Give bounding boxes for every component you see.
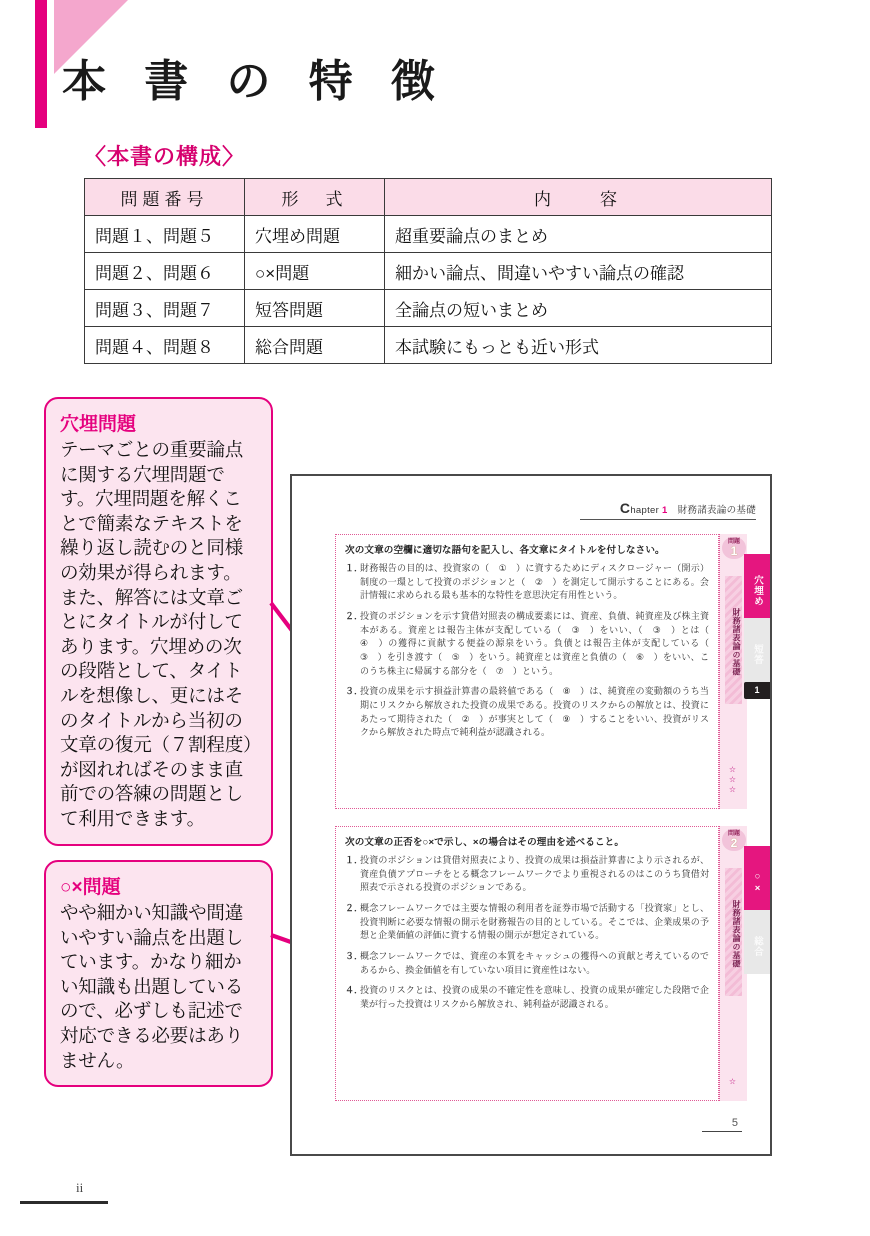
side-rail-block-1 [719, 534, 747, 809]
rail-chapter-label: 財務諸表論の基礎 [725, 576, 742, 704]
rail-chapter-label: 財務諸表論の基礎 [725, 868, 742, 996]
tab-short-answer[interactable]: 短答 [744, 618, 770, 682]
table-cell-number: 問題３、問題７ [85, 290, 245, 327]
question-text: 財務報告の目的は、投資家の（ ① ）に資するためにディスクロージャー（開示）制度の一環として投資のポジションと（ ② ）を測定して開示することにある。会計情報に求められる最も基本的な特性を意思決定有用性という。 [360, 563, 709, 601]
tab-number-marker: 1 [744, 682, 770, 699]
question-lead: 次の文章の空欄に適切な語句を記入し、各文章にタイトルを付しなさい。 [345, 545, 665, 556]
table-cell-number: 問題１、問題５ [85, 216, 245, 253]
callout-fill-in-the-blank [44, 397, 273, 846]
table-header-row [85, 179, 772, 216]
question-item [345, 984, 709, 1011]
question-lead: 次の文章の正否を○×で示し、×の場合はその理由を述べること。 [345, 837, 625, 848]
question-item [345, 610, 719, 678]
question-text: 投資のリスクとは、投資の成果の不確定性を意味し、投資の成果が確定した段階で企業が行った投資はリスクから解放され、純利益が認識される。 [360, 985, 709, 1010]
callout-title: ○×問題 [60, 877, 121, 898]
table-header-cell: 問題番号 [85, 179, 245, 216]
tab-group-block-1 [744, 554, 770, 699]
question-text: 概念フレームワークでは、資産の本質をキャッシュの獲得への貢献と考えているのであるから、換金価値を有していない項目に資産性はない。 [360, 951, 709, 975]
badge-label: 問題 [727, 539, 740, 545]
tab-comprehensive[interactable]: 総合 [744, 910, 770, 974]
table-cell-number: 問題４、問題８ [85, 327, 245, 364]
callout-title: 穴埋問題 [60, 414, 137, 435]
question-badge-2 [722, 829, 746, 851]
question-text: 投資の成果を示す損益計算書の最終値である（ ⑧ ）は、純資産の変動額のうち当期にリスクから解放された投資の成果である。投資のリスクからの解放とは、投資にあたって期待された（ ② ）が事実として（ ⑨ ）することをいい、投資がリスクから解放された時点で純利益が認識される。 [360, 686, 709, 738]
question-number: １． [345, 855, 364, 865]
table-cell-content: 細かい論点、間違いやすい論点の確認 [385, 253, 772, 290]
table-header-cell: 内 容 [385, 179, 772, 216]
question-text: 概念フレームワークでは主要な情報の利用者を証券市場で活動する「投資家」とし、投資判断に必要な情報の開示を財務報告の目的としている。そこでは、企業成果の予想と企業価値の評価に資する情報の開示が想定されている。 [360, 903, 709, 941]
question-number: ２． [345, 611, 364, 622]
question-item [345, 685, 709, 740]
book-page-preview [290, 474, 772, 1156]
question-item [345, 854, 709, 895]
callout-body: テーマごとの重要論点に関する穴埋問題です。穴埋問題を解くことで簡素なテキストを繰り返し読むのと同様の効果が得られます。また、解答には文章ごとにタイトルが付してあります。穴埋めの次の段階として、タイトルを想像し、更にはそのタイトルから当初の文章の復元（７割程度）が図れればそのまま直前での答練の問題として利用できます。 [60, 439, 253, 829]
preview-page-number: 5 [702, 1117, 742, 1132]
question-block-2 [335, 826, 719, 1101]
table-cell-number: 問題２、問題６ [85, 253, 245, 290]
question-badge-1 [722, 537, 746, 559]
tab-fill-in-blank[interactable]: 穴埋め [744, 554, 770, 618]
table-row [85, 216, 772, 253]
table-cell-format: 短答問題 [245, 290, 385, 327]
badge-number: 1 [730, 544, 738, 558]
chapter-header [580, 500, 756, 520]
footer-page-number: ii [76, 1180, 84, 1195]
tab-group-block-2 [744, 846, 770, 974]
question-number: ３． [345, 951, 364, 962]
chapter-word: hapter [630, 505, 660, 516]
question-number: １． [345, 563, 364, 573]
side-rail-block-2 [719, 826, 747, 1101]
page-title: 本 書 の 特 徴 [62, 57, 448, 106]
chapter-title-jp: 財務諸表論の基礎 [677, 505, 756, 516]
table-row [85, 253, 772, 290]
question-item [345, 902, 709, 943]
chapter-cap-letter: C [619, 500, 631, 516]
table-cell-format: 穴埋め問題 [245, 216, 385, 253]
header-accent-bar [35, 0, 47, 128]
question-number: ３． [345, 686, 364, 697]
question-number: ２． [345, 903, 364, 914]
question-block-1 [335, 534, 719, 809]
badge-label: 問題 [727, 831, 740, 837]
footer-rule [20, 1201, 108, 1204]
badge-number: 2 [730, 836, 738, 850]
table-cell-format: ○×問題 [245, 253, 385, 290]
table-cell-content: 全論点の短いまとめ [385, 290, 772, 327]
difficulty-stars: ☆ [728, 1077, 737, 1087]
table-cell-content: 本試験にもっとも近い形式 [385, 327, 772, 364]
table-row [85, 327, 772, 364]
question-text: 投資のポジションを示す貸借対照表の構成要素には、資産、負債、純資産及び株主資本がある。資産とは報告主体が支配している（ ③ ）をいい、（ ③ ）とは（ ④ ）の獲得に貢献する便益の源泉をいう。負債とは報告主体が支配している（ ③ ）を引き渡す（ ⑤ ）をいう。純資産とは資産と負債の（ ⑥ ）をいい、このうち株主に帰属する部分を（ ⑦ ）という。 [360, 611, 719, 676]
tab-true-false[interactable]: ○× [744, 846, 770, 910]
question-item [345, 950, 709, 977]
section-heading: 〈本書の構成〉 [84, 144, 246, 169]
question-text: 投資のポジションは貸借対照表により、投資の成果は損益計算書により示されるが、資産負債アプローチをとる概念フレームワークでより重視されるのはこのうち貸借対照表で示される投資のポジションである。 [360, 855, 709, 893]
question-item [345, 562, 709, 603]
callout-true-false [44, 860, 273, 1087]
chapter-number: 1 [662, 505, 668, 516]
table-cell-content: 超重要論点のまとめ [385, 216, 772, 253]
structure-table [84, 178, 772, 364]
callout-body: やや細かい知識や間違いやすい論点を出題しています。かなり細かい知識も出題しているので、必ずしも記述で対応できる必要はありません。 [60, 902, 244, 1071]
table-cell-format: 総合問題 [245, 327, 385, 364]
table-header-cell: 形 式 [245, 179, 385, 216]
question-number: ４． [345, 985, 364, 996]
difficulty-stars: ☆☆☆ [728, 765, 737, 795]
table-row [85, 290, 772, 327]
